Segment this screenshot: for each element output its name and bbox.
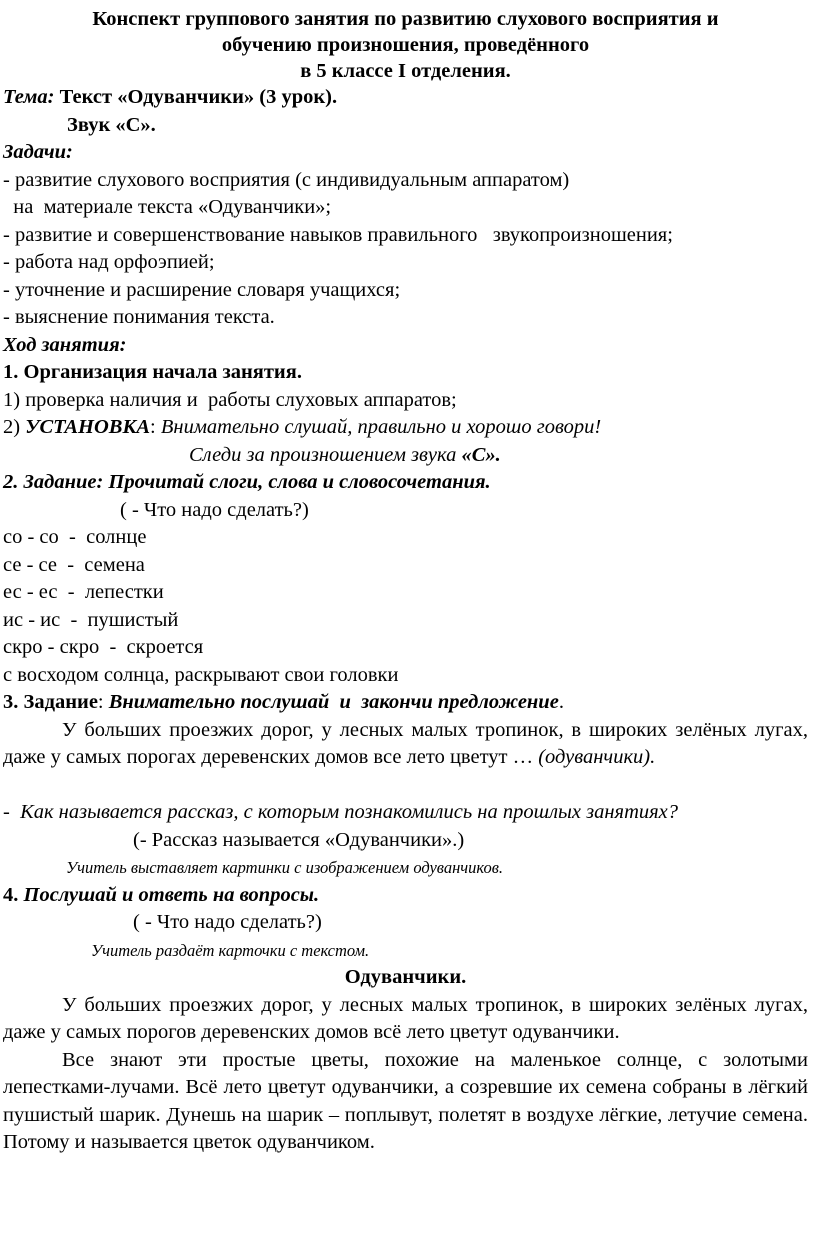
task3-note: Учитель выставляет картинки с изображением одуванчиков. xyxy=(66,858,504,877)
task4-heading: Послушай и ответь на вопросы. xyxy=(23,883,320,906)
task3-reply: (- Рассказ называется «Одуванчики».) xyxy=(133,828,465,851)
setup-sound-text: Следи за произношением звука xyxy=(189,443,462,466)
topic-line xyxy=(3,84,808,112)
step1-item-1: 1) проверка наличия и работы слуховых аппаратов; xyxy=(3,388,457,411)
story-paragraph-2: Все знают эти простые цветы, похожие на маленькое солнце, с золотыми лепестками-лучами. Всё лето цветут одуванчики, а созревшие их семена собраны в лёгкий пушистый шарик. Дунешь на шарик – поплывут, полетят в воздухе лёгкие, летучие семена. Потому и называется цветок одуванчиком. xyxy=(3,1048,808,1153)
task4-question: ( - Что надо сделать?) xyxy=(133,911,322,933)
step1-item-2 xyxy=(3,414,808,442)
setup-label: УСТАНОВКА xyxy=(25,416,151,438)
task-item: - выяснение понимания текста. xyxy=(3,306,275,328)
task3-paragraph-text: У больших проезжих дорог, у лесных малых тропинок, в широких зелёных лугах, даже у самых порогах деревенских домов все лето цветут … xyxy=(3,718,808,768)
syllable-line: ис - ис - пушистый xyxy=(3,608,179,631)
title-line-3: в 5 классе I отделения. xyxy=(300,60,511,82)
task2-question: ( - Что надо сделать?) xyxy=(120,498,309,521)
task-item: на материале текста «Одуванчики»; xyxy=(3,196,332,218)
syllable-line: со - со - солнце xyxy=(3,526,147,548)
syllable-line: се - се - семена xyxy=(3,553,145,576)
task2-lines xyxy=(3,524,808,689)
task3-heading-line xyxy=(3,689,808,717)
step1-heading: 1. Организация начала занятия. xyxy=(3,361,302,383)
topic-sound: Звук «С». xyxy=(67,113,156,136)
step1-item-3 xyxy=(3,442,808,470)
task3-answer: (одуванчики). xyxy=(538,746,656,768)
task4-heading-line xyxy=(3,882,808,910)
task2-heading: 2. Задание: Прочитай слоги, слова и словосочетания. xyxy=(3,471,491,493)
setup-text: Внимательно слушай, правильно и хорошо говори! xyxy=(160,416,602,438)
step1-item-2-num: 2) xyxy=(3,416,26,438)
title-line-1: Конспект группового занятия по развитию слухового восприятия и xyxy=(92,8,719,30)
story-paragraph-1: У больших проезжих дорог, у лесных малых тропинок, в широких зелёных лугах, даже у самых порогов деревенских домов всё лето цветут одуванчики. xyxy=(3,993,808,1043)
task3-heading: Внимательно послушай и закончи предложение xyxy=(108,691,559,713)
task-item: - работа над орфоэпией; xyxy=(3,251,215,273)
setup-sound: «С». xyxy=(461,443,501,466)
task4-note: Учитель раздаёт карточки с текстом. xyxy=(91,940,370,960)
syllable-line: ес - ес - лепестки xyxy=(3,581,164,603)
task-item: - уточнение и расширение словаря учащихся; xyxy=(3,278,401,301)
tasks-label: Задачи: xyxy=(3,141,73,163)
title-line-2: обучению произношения, проведённого xyxy=(221,34,590,56)
task3-dot: . xyxy=(558,691,564,713)
task3-question: - Как называется рассказ, с которым познакомились на прошлых занятиях? xyxy=(3,801,678,823)
phrase-line: с восходом солнца, раскрывают свои головки xyxy=(3,663,399,686)
task-item: - развитие слухового восприятия (с индивидуальным аппаратом) xyxy=(3,168,570,191)
task4-num: 4. xyxy=(3,883,24,906)
story-title: Одуванчики. xyxy=(344,966,467,988)
task3-num: 3. Задание xyxy=(3,691,98,713)
task3-colon: : xyxy=(97,691,109,713)
blank-line xyxy=(3,772,808,800)
course-label: Ход занятия: xyxy=(3,333,127,356)
tasks-list xyxy=(3,167,808,332)
topic-text: Текст «Одуванчики» (3 урок). xyxy=(59,86,338,108)
syllable-line: скро - скро - скроется xyxy=(3,636,204,658)
topic-label: Тема: xyxy=(3,86,55,108)
task-item: - развитие и совершенствование навыков правильного звукопроизношения; xyxy=(3,223,673,246)
setup-colon: : xyxy=(150,416,161,438)
document-title xyxy=(3,6,808,84)
task3-paragraph xyxy=(3,717,808,772)
